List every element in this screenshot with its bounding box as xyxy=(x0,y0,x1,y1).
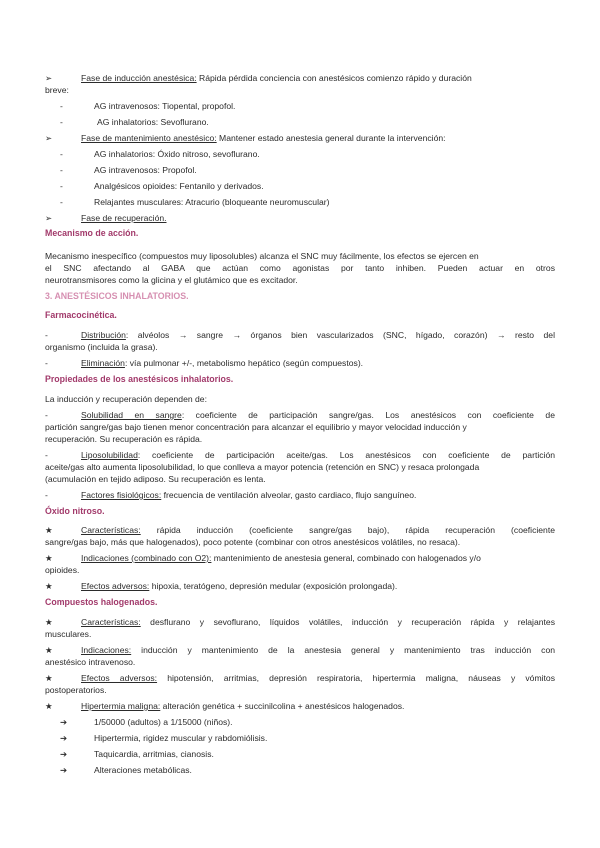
fase-mantenimiento: ➢ Fase de mantenimiento anestésico: Mantener estado anestesia general durante la intervención: xyxy=(45,133,446,143)
paragraph-line: musculares. xyxy=(45,629,92,639)
paragraph-line: Mecanismo inespecífico (compuestos muy liposolubles) alcanza el SNC muy fácilmente, los efectos se ejercen en xyxy=(45,251,479,261)
dash-bullet: - xyxy=(45,330,48,340)
fase-recuperacion xyxy=(45,212,555,224)
paragraph-line: sangre/gas bajo, más que halogenados), poco potente (combinar con otros anestésicos volátiles, no resaca). xyxy=(45,537,461,547)
paragraph-line: recuperación. Su recuperación es rápida. xyxy=(45,434,203,444)
dash-bullet: - xyxy=(60,101,63,111)
paragraph-line: organismo (incluida la grasa). xyxy=(45,342,158,352)
list-item: ★ Características: desflurano y sevoflurano, líquidos volátiles, inducción y recuperación rápida y relajantes xyxy=(45,617,555,627)
arrow-right-icon: ➔ xyxy=(60,765,68,775)
paragraph-line: aceite/gas alto aumenta liposolubilidad, lo que conlleva a mayor potencia (retención en SNC) y resaca prolongada xyxy=(45,462,480,472)
list-item: - Relajantes musculares: Atracurio (bloqueante neuromuscular) xyxy=(60,197,330,207)
list-item: - Distribución: alvéolos → sangre → órganos bien vascularizados (SNC, hígado, corazón) → resto del xyxy=(45,330,555,340)
paragraph-line: La inducción y recuperación dependen de: xyxy=(45,394,207,404)
section-heading: 3. ANESTÉSICOS INHALATORIOS. xyxy=(45,291,189,301)
fase-recuperacion-title: Fase de recuperación. xyxy=(81,213,167,223)
dash-bullet: - xyxy=(60,181,63,191)
star-bullet-icon: ★ xyxy=(45,645,53,655)
fase-induccion-cont: breve: xyxy=(45,85,69,95)
star-bullet-icon: ★ xyxy=(45,673,53,683)
fase-mantenimiento-title: Fase de mantenimiento anestésico: xyxy=(81,133,217,143)
paragraph-line: el SNC afectando al GABA que actúan como agonistas por tanto inhiben. Pueden actuar en otros xyxy=(45,263,555,273)
list-item: ★ Efectos adversos: hipoxia, teratógeno, depresión medular (exposición prolongada). xyxy=(45,581,398,591)
list-item: - AG inhalatorios: Óxido nitroso, sevoflurano. xyxy=(60,149,260,159)
star-bullet-icon: ★ xyxy=(45,701,53,711)
arrow-bullet-icon: ➢ xyxy=(45,133,53,143)
list-item: ★ Características: rápida inducción (coeficiente sangre/gas bajo), rápida recuperación (coeficiente xyxy=(45,525,555,535)
dash-bullet: - xyxy=(60,165,63,175)
paragraph-line: (acumulación en tejido adiposo. Su recuperación es lenta. xyxy=(45,474,266,484)
fase-induccion-title: Fase de inducción anestésica: xyxy=(81,73,197,83)
dash-bullet: - xyxy=(45,450,48,460)
dash-bullet: - xyxy=(45,490,48,500)
arrow-bullet-icon: ➢ xyxy=(45,213,53,223)
fase-induccion-text: Rápida pérdida conciencia con anestésicos comienzo rápido y duración xyxy=(196,73,472,83)
list-item: - AG intravenosos: Tiopental, propofol. xyxy=(60,101,236,111)
list-item: - Analgésicos opioides: Fentanilo y derivados. xyxy=(60,181,264,191)
paragraph-line: neurotransmisores como la glicina y el glutámico que es excitador. xyxy=(45,275,298,285)
list-item: ★ Indicaciones (combinado con O2): mantenimiento de anestesia general, combinado con halogenados y/o xyxy=(45,553,481,563)
arrow-right-icon: ➔ xyxy=(60,717,68,727)
heading-halogenados: Compuestos halogenados. xyxy=(45,597,158,607)
dash-bullet: - xyxy=(45,358,48,368)
star-bullet-icon: ★ xyxy=(45,617,53,627)
paragraph-line: postoperatorios. xyxy=(45,685,107,695)
list-item: ➔ Taquicardia, arritmias, cianosis. xyxy=(60,749,214,759)
list-item: ➔ Alteraciones metabólicas. xyxy=(60,765,192,775)
paragraph-line: anestésico intravenoso. xyxy=(45,657,136,667)
dash-bullet: - xyxy=(45,410,48,420)
fase-induccion xyxy=(45,72,555,84)
arrow-right-icon: ➔ xyxy=(60,749,68,759)
star-bullet-icon: ★ xyxy=(45,553,53,563)
list-item: - Solubilidad en sangre: coeficiente de participación sangre/gas. Los anestésicos con coeficiente de xyxy=(45,410,555,420)
dash-bullet: - xyxy=(60,149,63,159)
heading-propiedades: Propiedades de los anestésicos inhalatorios. xyxy=(45,374,234,384)
star-bullet-icon: ★ xyxy=(45,525,53,535)
list-item: - AG inhalatorios: Sevoflurano. xyxy=(60,117,209,127)
heading-farmacocinetica: Farmacocinética. xyxy=(45,310,117,320)
list-item: - Factores fisiológicos: frecuencia de ventilación alveolar, gasto cardiaco, flujo sanguíneo. xyxy=(45,490,417,500)
heading-oxido-nitroso: Óxido nitroso. xyxy=(45,506,105,516)
dash-bullet: - xyxy=(60,197,63,207)
list-item: ➔ Hipertermia, rigidez muscular y rabdomiólisis. xyxy=(60,733,268,743)
paragraph-line: partición sangre/gas bajo tienen menor concentración para alcanzar el equilibrio y mayor velocidad inducción y xyxy=(45,422,467,432)
star-bullet-icon: ★ xyxy=(45,581,53,591)
paragraph-line: opioides. xyxy=(45,565,80,575)
list-item: - AG intravenosos: Propofol. xyxy=(60,165,197,175)
list-item: - Eliminación: vía pulmonar +/-, metabolismo hepático (según compuestos). xyxy=(45,358,364,368)
list-item: ★ Efectos adversos: hipotensión, arritmias, depresión respiratoria, hipertermia maligna, náuseas y vómitos xyxy=(45,673,555,683)
list-item: ★ Hipertermia maligna: alteración genética + succinilcolina + anestésicos halogenados. xyxy=(45,701,405,711)
arrow-right-icon: ➔ xyxy=(60,733,68,743)
arrow-bullet-icon: ➢ xyxy=(45,73,53,83)
list-item: ★ Indicaciones: inducción y mantenimiento de la anestesia general y mantenimiento tras inducción con xyxy=(45,645,555,655)
list-item: ➔ 1/50000 (adultos) a 1/15000 (niños). xyxy=(60,717,233,727)
dash-bullet: - xyxy=(60,117,63,127)
heading-mecanismo: Mecanismo de acción. xyxy=(45,228,139,238)
list-item: - Liposolubilidad: coeficiente de participación aceite/gas. Los anestésicos con coeficiente de partición xyxy=(45,450,555,460)
